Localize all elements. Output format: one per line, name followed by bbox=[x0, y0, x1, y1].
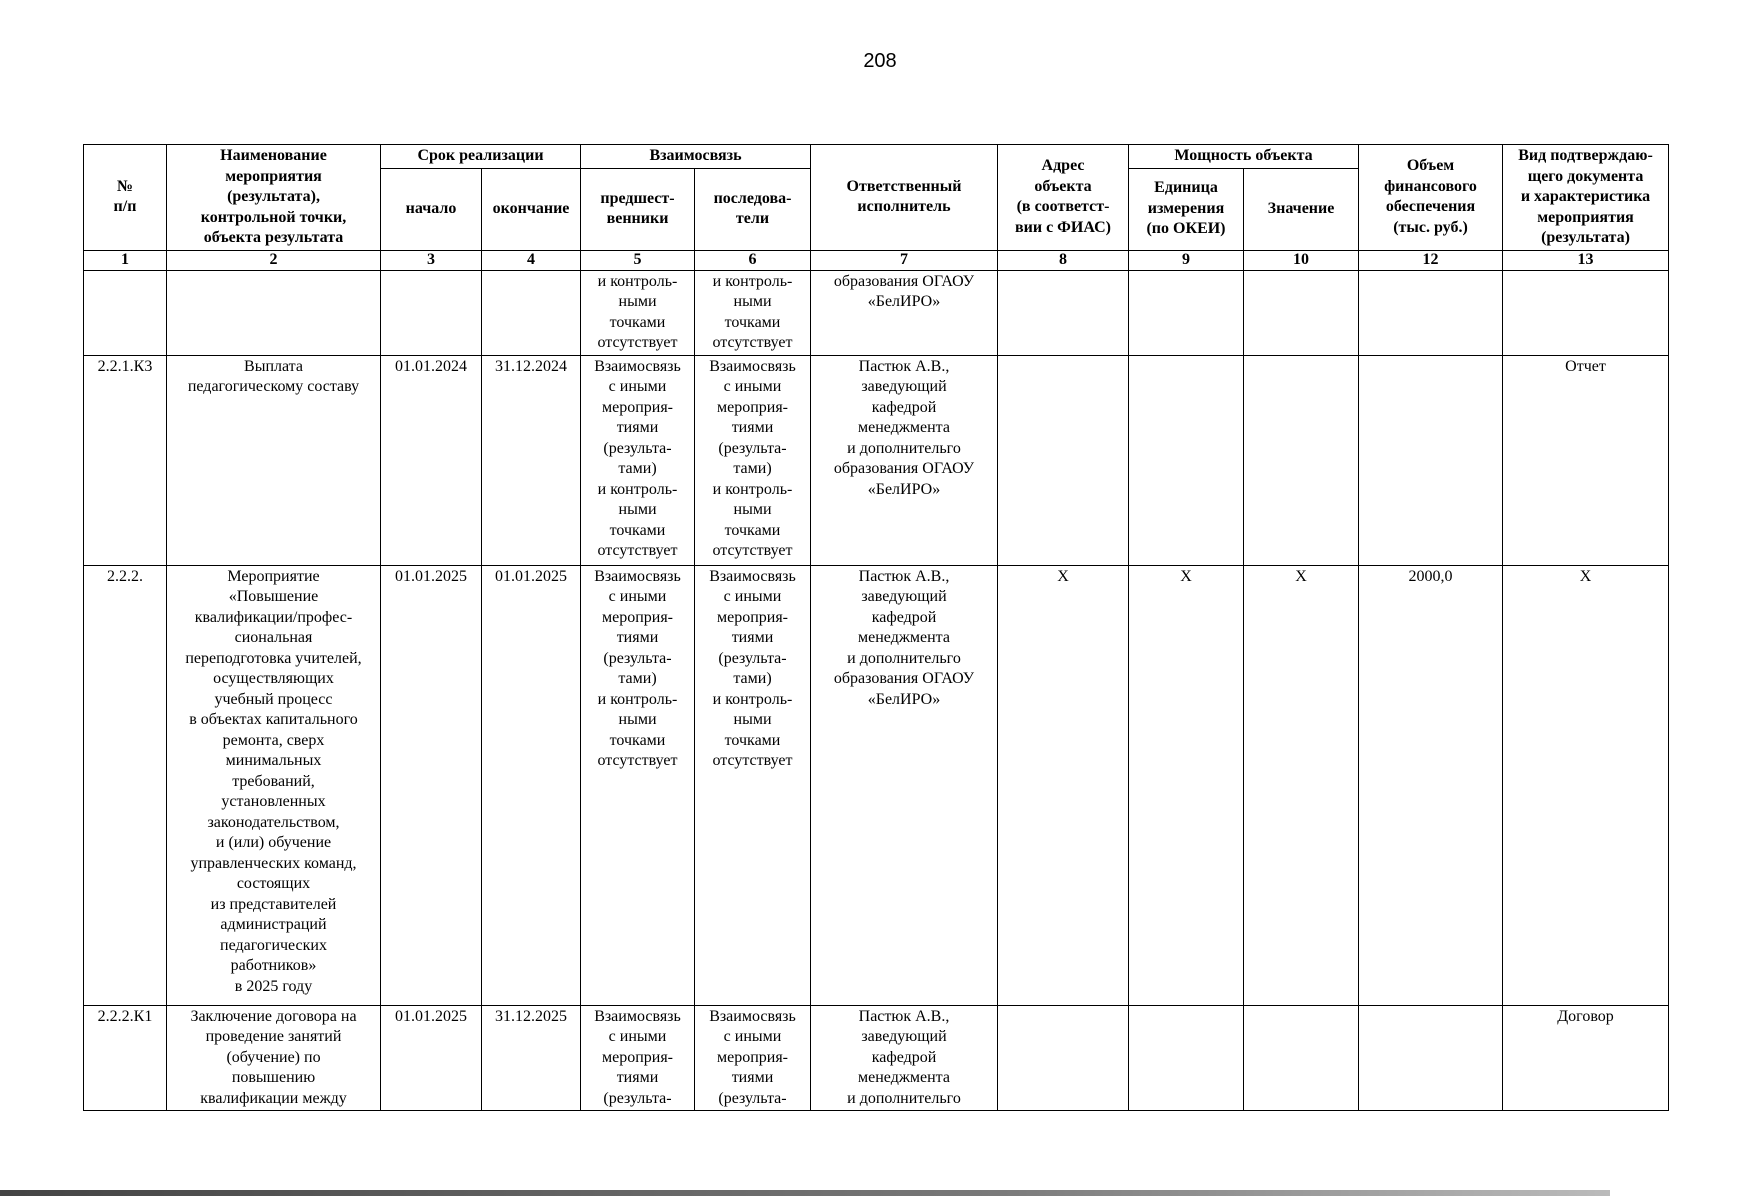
cell-unit bbox=[1129, 270, 1244, 355]
cell-end: 01.01.2025 bbox=[482, 565, 581, 1005]
cell-num: 2.2.2. bbox=[84, 565, 167, 1005]
cell-name: Заключение договора на проведение занятий (обучение) по повышению квалификации между bbox=[167, 1005, 381, 1111]
cell-prev: Взаимосвязь с иными мероприя- тиями (результа- тами) и контроль- ными точками отсутствует bbox=[581, 355, 695, 565]
column-number: 3 bbox=[381, 250, 482, 270]
column-number: 4 bbox=[482, 250, 581, 270]
cell-address bbox=[998, 355, 1129, 565]
cell-prev: Взаимосвязь с иными мероприя- тиями (результа- тами) и контроль- ными точками отсутствует bbox=[581, 565, 695, 1005]
header-term-end: окончание bbox=[482, 168, 581, 250]
cell-end: 31.12.2025 bbox=[482, 1005, 581, 1111]
cell-start: 01.01.2025 bbox=[381, 565, 482, 1005]
cell-value: Х bbox=[1244, 565, 1359, 1005]
column-number: 13 bbox=[1503, 250, 1669, 270]
header-unit: Единица измерения (по ОКЕИ) bbox=[1129, 168, 1244, 250]
table-row bbox=[84, 565, 1669, 1005]
cell-prev: Взаимосвязь с иными мероприя- тиями (результа- bbox=[581, 1005, 695, 1111]
cell-value bbox=[1244, 1005, 1359, 1111]
cell-doc: Х bbox=[1503, 565, 1669, 1005]
column-number: 2 bbox=[167, 250, 381, 270]
cell-responsible: образования ОГАОУ «БелИРО» bbox=[811, 270, 998, 355]
table-row bbox=[84, 270, 1669, 355]
cell-next: Взаимосвязь с иными мероприя- тиями (результа- bbox=[695, 1005, 811, 1111]
header-link-next: последова- тели bbox=[695, 168, 811, 250]
cell-end bbox=[482, 270, 581, 355]
header-link: Взаимосвязь bbox=[581, 145, 811, 169]
column-number: 1 bbox=[84, 250, 167, 270]
header-finance: Объем финансового обеспечения (тыс. руб.) bbox=[1359, 145, 1503, 251]
cell-doc: Отчет bbox=[1503, 355, 1669, 565]
column-number: 10 bbox=[1244, 250, 1359, 270]
column-number: 7 bbox=[811, 250, 998, 270]
cell-unit bbox=[1129, 355, 1244, 565]
cell-next: Взаимосвязь с иными мероприя- тиями (результа- тами) и контроль- ными точками отсутствует bbox=[695, 355, 811, 565]
header-responsible: Ответственный исполнитель bbox=[811, 145, 998, 251]
cell-finance bbox=[1359, 1005, 1503, 1111]
cell-next: и контроль- ными точками отсутствует bbox=[695, 270, 811, 355]
cell-finance: 2000,0 bbox=[1359, 565, 1503, 1005]
cell-name: Мероприятие «Повышение квалификации/профес- сиональная переподготовка учителей, осуществляющих учебный процесс в объектах капитального ремонта, сверх минимальных требований, установленных законодательством, и (или) обучение управленческих команд, состоящих из представителей администраций педагогических работников» в 2025 году bbox=[167, 565, 381, 1005]
header-capacity: Мощность объекта bbox=[1129, 145, 1359, 169]
cell-num: 2.2.2.К1 bbox=[84, 1005, 167, 1111]
cell-start bbox=[381, 270, 482, 355]
scan-edge-artifact bbox=[0, 1190, 1610, 1196]
measures-table bbox=[83, 144, 1669, 1111]
cell-finance bbox=[1359, 355, 1503, 565]
cell-next: Взаимосвязь с иными мероприя- тиями (результа- тами) и контроль- ными точками отсутствует bbox=[695, 565, 811, 1005]
cell-value bbox=[1244, 355, 1359, 565]
column-number: 8 bbox=[998, 250, 1129, 270]
cell-finance bbox=[1359, 270, 1503, 355]
cell-num: 2.2.1.К3 bbox=[84, 355, 167, 565]
cell-doc bbox=[1503, 270, 1669, 355]
header-doc-type: Вид подтверждаю- щего документа и характеристика мероприятия (результата) bbox=[1503, 145, 1669, 251]
cell-responsible: Пастюк А.В., заведующий кафедрой менеджмента и дополнительго bbox=[811, 1005, 998, 1111]
column-number: 9 bbox=[1129, 250, 1244, 270]
column-number: 12 bbox=[1359, 250, 1503, 270]
cell-unit: Х bbox=[1129, 565, 1244, 1005]
cell-name: Выплата педагогическому составу bbox=[167, 355, 381, 565]
column-numbers-row bbox=[84, 250, 1669, 270]
cell-address: Х bbox=[998, 565, 1129, 1005]
table-row bbox=[84, 355, 1669, 565]
cell-responsible: Пастюк А.В., заведующий кафедрой менеджмента и дополнительго образования ОГАОУ «БелИРО» bbox=[811, 565, 998, 1005]
column-number: 6 bbox=[695, 250, 811, 270]
header-name: Наименование мероприятия (результата), контрольной точки, объекта результата bbox=[167, 145, 381, 251]
cell-end: 31.12.2024 bbox=[482, 355, 581, 565]
header-term: Срок реализации bbox=[381, 145, 581, 169]
header-term-start: начало bbox=[381, 168, 482, 250]
cell-start: 01.01.2025 bbox=[381, 1005, 482, 1111]
cell-address bbox=[998, 1005, 1129, 1111]
cell-doc: Договор bbox=[1503, 1005, 1669, 1111]
cell-address bbox=[998, 270, 1129, 355]
cell-start: 01.01.2024 bbox=[381, 355, 482, 565]
column-number: 5 bbox=[581, 250, 695, 270]
cell-value bbox=[1244, 270, 1359, 355]
cell-num bbox=[84, 270, 167, 355]
cell-prev: и контроль- ными точками отсутствует bbox=[581, 270, 695, 355]
page-number: 208 bbox=[863, 50, 897, 72]
header-link-prev: предшест- венники bbox=[581, 168, 695, 250]
cell-name bbox=[167, 270, 381, 355]
header-address: Адрес объекта (в соответст- вии с ФИАС) bbox=[998, 145, 1129, 251]
header-num: № п/п bbox=[84, 145, 167, 251]
header-value: Значение bbox=[1244, 168, 1359, 250]
table-row bbox=[84, 1005, 1669, 1111]
cell-responsible: Пастюк А.В., заведующий кафедрой менеджмента и дополнительго образования ОГАОУ «БелИРО» bbox=[811, 355, 998, 565]
cell-unit bbox=[1129, 1005, 1244, 1111]
